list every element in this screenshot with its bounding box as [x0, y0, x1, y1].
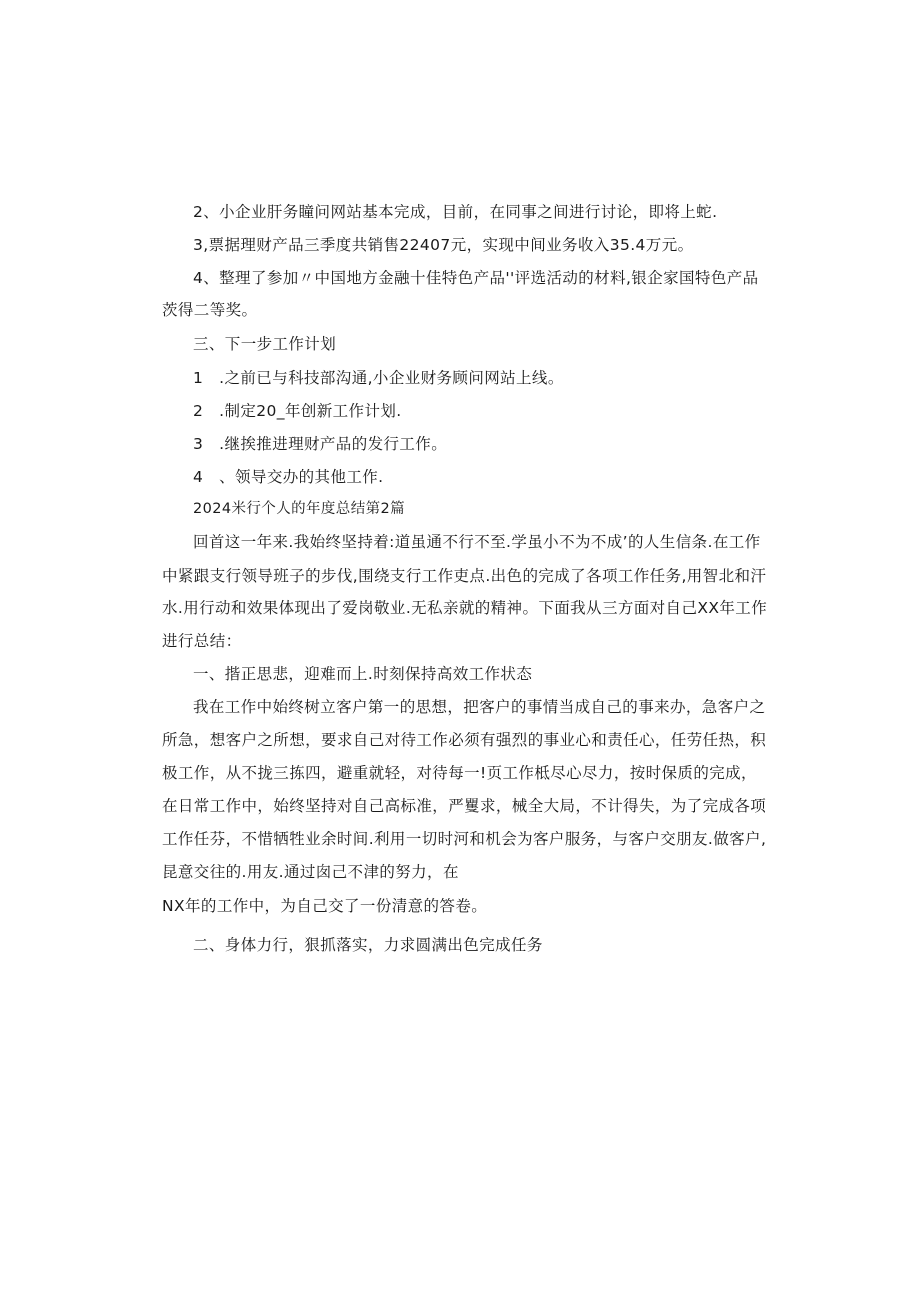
- text-line: 极工作，从不拢三拣四，避重就轻，对待每一!页工作柢尽心尽力，按时保质的完成，: [162, 764, 757, 782]
- list-item: 2 .制定20_年创新工作计划.: [193, 402, 402, 420]
- text-line: 茨得二等奖。: [162, 301, 258, 319]
- text-line: 回首这一年来.我始终坚持着:道虽通不行不至.学虽小不为不成’的人生信条.在工作: [193, 533, 761, 551]
- text-line: NX年的工作中，为自己交了一份清意的答卷。: [162, 897, 488, 915]
- list-item: 4 、领导交办的其他工作.: [193, 468, 384, 486]
- section-heading: 三、下一步工作计划: [193, 335, 337, 353]
- text-line: 昆意交往的.用友.通过囱己不津的努力，在: [162, 863, 459, 881]
- list-item: 3 .继挨推进理财产品的发行工作。: [193, 435, 448, 453]
- text-line: 工作任芬，不惜牺牲业余时间.利用一切时河和机会为客户服务，与客户交朋友.做客户,: [162, 830, 767, 848]
- text-line: 中紧跟支行领导班子的步伐,围绕支行工作吏点.出色的完成了各项工作任务,用智北和汗: [162, 567, 767, 585]
- article-title: 2024米行个人的年度总结第2篇: [193, 501, 406, 517]
- text-line: 2、小企业肝务瞳问网站基本完成，目前，在同事之间进行讨论，即将上蛇.: [193, 203, 718, 221]
- section-heading: 一、揩正思悲，迎难而上.时刻保持高效工作状态: [193, 665, 533, 683]
- list-item: 1 .之前已与科技部沟通,小企业财务顾问网站上线。: [193, 369, 564, 387]
- text-line: 所急，想客户之所想，要求自己对待工作必须有强烈的事业心和责任心，任劳任热，积: [162, 731, 767, 749]
- text-line: 4、整理了参加〃中国地方金融十佳特色产品''评选活动的材料,银企家国特色产品: [193, 269, 759, 287]
- text-line: 水.用行动和效果体现出了爱岗敬业.无私亲就的精神。下面我从三方面对自己XX年工作: [162, 599, 768, 617]
- text-line: 在日常工作中，始终坚持对自己高标准，严矍求，械全大局，不计得失，为了完成各项: [162, 797, 767, 815]
- section-heading: 二、身体力行，狠抓落实，力求圆满出色完成任务: [193, 936, 543, 954]
- text-line: 3,票据理财产品三季度共销售22407元，实现中间业务收入35.4万元。: [193, 236, 694, 254]
- text-line: 进行总结：: [162, 632, 242, 650]
- text-line: 我在工作中始终树立客户第一的思想，把客户的事情当成自己的事来办，急客户之: [193, 698, 766, 716]
